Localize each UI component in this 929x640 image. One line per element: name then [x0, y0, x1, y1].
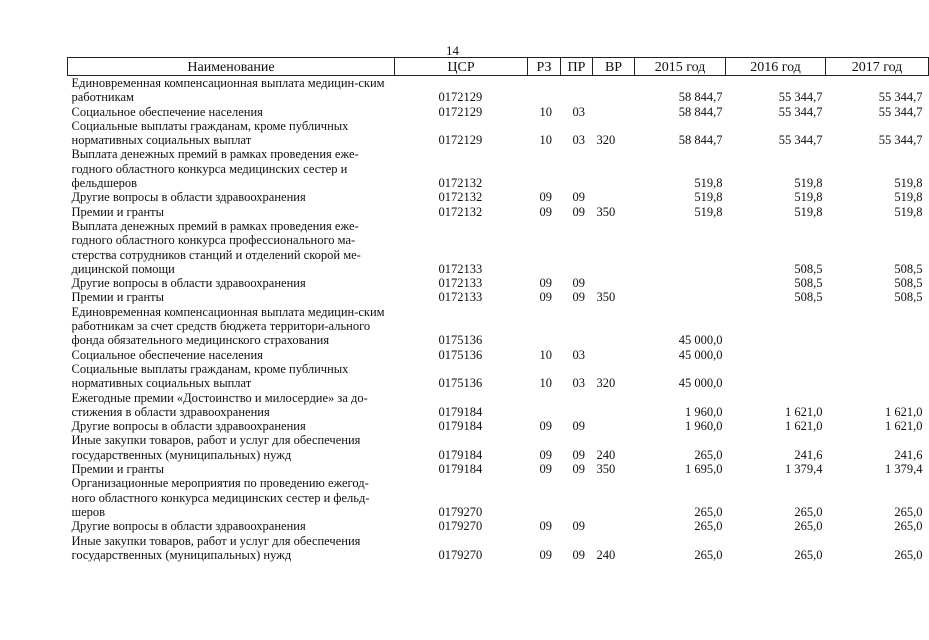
row-name: Другие вопросы в области здравоохранения	[71, 519, 306, 534]
row-csr: 0179184	[438, 447, 483, 462]
row-2017: 1 379,4	[885, 462, 923, 477]
row-rz: 10	[539, 104, 552, 119]
row-rz: 09	[539, 419, 552, 434]
header-csr: ЦСР	[395, 58, 528, 76]
table-row	[68, 348, 929, 362]
row-2016: 55 344,7	[778, 90, 823, 105]
row-pr: 09	[572, 419, 585, 434]
row-2016	[726, 348, 826, 362]
row-pr: 09	[572, 462, 585, 477]
row-2015: 265,0	[694, 519, 723, 534]
row-name: Выплата денежных премий в рамках проведения еже-годного областного конкурса медицинских сестер и фельдшеров	[71, 147, 359, 191]
row-vr	[593, 76, 635, 105]
row-2015: 45 000,0	[678, 333, 723, 348]
row-vr: 240	[596, 447, 616, 462]
row-pr: 03	[572, 133, 585, 148]
row-name: Премии и гранты	[71, 462, 165, 477]
row-2017: 55 344,7	[878, 90, 923, 105]
row-2017: 241,6	[894, 447, 923, 462]
row-name: Иные закупки товаров, работ и услуг для обеспечения государственных (муниципальных) нужд	[71, 433, 361, 462]
row-csr: 0172132	[438, 204, 483, 219]
row-pr	[561, 305, 593, 348]
row-2016: 1 379,4	[785, 462, 823, 477]
table-row	[68, 419, 929, 433]
row-rz	[528, 147, 561, 190]
table-row	[68, 519, 929, 533]
row-name: Единовременная компенсационная выплата медицин-ским работникам	[71, 76, 385, 105]
row-name: Премии и гранты	[71, 290, 165, 305]
header-2017: 2017 год	[826, 58, 929, 76]
table-row	[68, 391, 929, 420]
row-rz: 10	[539, 347, 552, 362]
row-csr: 0172129	[438, 104, 483, 119]
header-2015: 2015 год	[635, 58, 726, 76]
table-row	[68, 476, 929, 519]
row-pr: 09	[572, 547, 585, 562]
row-rz: 10	[539, 133, 552, 148]
table-row	[68, 433, 929, 462]
row-2016: 265,0	[794, 504, 823, 519]
row-pr	[561, 391, 593, 420]
row-rz	[528, 305, 561, 348]
table-body	[68, 76, 929, 563]
row-vr	[593, 476, 635, 519]
row-csr: 0179270	[438, 504, 483, 519]
row-2017: 55 344,7	[878, 104, 923, 119]
row-pr: 09	[572, 204, 585, 219]
row-2015: 265,0	[694, 447, 723, 462]
row-csr: 0172129	[438, 90, 483, 105]
row-csr: 0175136	[438, 333, 483, 348]
header-2016: 2016 год	[726, 58, 826, 76]
row-2017: 1 621,0	[885, 404, 923, 419]
row-2017: 265,0	[894, 504, 923, 519]
row-2016	[726, 305, 826, 348]
row-name: Другие вопросы в области здравоохранения	[71, 419, 306, 434]
row-name: Премии и гранты	[71, 204, 165, 219]
row-name: Другие вопросы в области здравоохранения	[71, 276, 306, 291]
row-pr: 09	[572, 447, 585, 462]
row-pr: 09	[572, 519, 585, 534]
header-name: Наименование	[68, 58, 395, 76]
row-2017	[826, 348, 929, 362]
row-pr	[561, 476, 593, 519]
row-2017: 1 621,0	[885, 419, 923, 434]
row-2016: 265,0	[794, 519, 823, 534]
table-header-row	[68, 58, 929, 76]
row-vr	[593, 105, 635, 119]
row-2015: 265,0	[694, 504, 723, 519]
row-2016: 508,5	[794, 290, 823, 305]
row-name: Ежегодные премии «Достоинство и милосердие» за до-стижения в области здравоохранения	[71, 390, 368, 419]
row-2016: 519,8	[794, 176, 823, 191]
row-2016: 1 621,0	[785, 419, 823, 434]
table-row	[68, 290, 929, 304]
row-csr: 0179184	[438, 462, 483, 477]
row-vr	[593, 419, 635, 433]
row-vr	[593, 219, 635, 276]
row-vr	[593, 519, 635, 533]
row-csr: 0172132	[438, 176, 483, 191]
row-rz: 09	[539, 547, 552, 562]
row-csr: 0179270	[438, 519, 483, 534]
row-vr: 350	[596, 204, 616, 219]
row-2016: 519,8	[794, 190, 823, 205]
row-vr	[593, 147, 635, 190]
page-number: 14	[446, 43, 459, 58]
table-row	[68, 305, 929, 348]
row-2016: 508,5	[794, 276, 823, 291]
row-csr: 0172132	[438, 190, 483, 205]
row-vr	[593, 391, 635, 420]
header-rz: РЗ	[528, 58, 561, 76]
row-2017: 508,5	[894, 261, 923, 276]
row-2015: 519,8	[694, 190, 723, 205]
table-row	[68, 462, 929, 476]
row-2015: 519,8	[694, 204, 723, 219]
table-row	[68, 362, 929, 391]
row-vr: 350	[596, 290, 616, 305]
row-vr: 350	[596, 462, 616, 477]
row-rz: 09	[539, 290, 552, 305]
row-pr: 03	[572, 376, 585, 391]
row-name: Иные закупки товаров, работ и услуг для обеспечения государственных (муниципальных) нужд	[71, 533, 361, 562]
row-rz: 09	[539, 447, 552, 462]
row-rz	[528, 476, 561, 519]
row-vr	[593, 305, 635, 348]
row-pr: 09	[572, 190, 585, 205]
row-csr: 0175136	[438, 376, 483, 391]
row-csr: 0172133	[438, 290, 483, 305]
row-2017: 265,0	[894, 519, 923, 534]
row-2015: 519,8	[694, 176, 723, 191]
row-2017	[826, 305, 929, 348]
table-row	[68, 147, 929, 190]
row-2017: 519,8	[894, 204, 923, 219]
row-pr: 09	[572, 276, 585, 291]
row-csr: 0179184	[438, 404, 483, 419]
row-rz: 09	[539, 276, 552, 291]
row-csr: 0175136	[438, 347, 483, 362]
row-rz: 09	[539, 462, 552, 477]
header-vr: ВР	[593, 58, 635, 76]
row-rz: 09	[539, 204, 552, 219]
row-2017: 519,8	[894, 176, 923, 191]
row-pr	[561, 76, 593, 105]
row-2015: 1 960,0	[685, 419, 723, 434]
row-pr	[561, 147, 593, 190]
row-csr: 0179184	[438, 419, 483, 434]
row-name: Единовременная компенсационная выплата медицин-ским работникам за счет средств бюджета территори-ального фонда обязательного медицинского страхования	[71, 304, 385, 348]
row-vr: 240	[596, 547, 616, 562]
row-name: Организационные мероприятия по проведению ежегод-ного областного конкурса медицинских сестер и фельд-шеров	[71, 476, 370, 519]
row-rz	[528, 219, 561, 276]
row-2016: 241,6	[794, 447, 823, 462]
row-2017: 265,0	[894, 547, 923, 562]
row-rz	[528, 391, 561, 420]
row-2016: 55 344,7	[778, 104, 823, 119]
row-2015: 1 695,0	[685, 462, 723, 477]
row-2015: 45 000,0	[678, 347, 723, 362]
row-name: Социальные выплаты гражданам, кроме публичных нормативных социальных выплат	[71, 118, 349, 148]
row-pr: 03	[572, 347, 585, 362]
row-pr: 09	[572, 290, 585, 305]
row-2015	[635, 219, 726, 276]
row-2015: 58 844,7	[678, 104, 723, 119]
row-2015: 45 000,0	[678, 376, 723, 391]
table-row	[68, 119, 929, 148]
row-2017: 508,5	[894, 276, 923, 291]
row-pr	[561, 219, 593, 276]
row-2016: 1 621,0	[785, 404, 823, 419]
row-2015	[635, 290, 726, 304]
row-pr: 03	[572, 104, 585, 119]
row-2015: 58 844,7	[678, 133, 723, 148]
row-csr: 0179270	[438, 547, 483, 562]
row-2017: 508,5	[894, 290, 923, 305]
table-row	[68, 105, 929, 119]
row-2016: 508,5	[794, 261, 823, 276]
budget-table	[67, 57, 929, 562]
row-rz: 09	[539, 190, 552, 205]
row-2015	[635, 276, 726, 290]
row-rz: 09	[539, 519, 552, 534]
row-vr	[593, 276, 635, 290]
row-2015: 58 844,7	[678, 90, 723, 105]
row-csr: 0172133	[438, 261, 483, 276]
row-name: Социальное обеспечение населения	[71, 347, 263, 362]
row-vr	[593, 348, 635, 362]
row-2016: 55 344,7	[778, 133, 823, 148]
row-name: Выплата денежных премий в рамках проведения еже-годного областного конкурса профессионального ма-стерства сотрудников станций и отделений скорой ме-дицинской помощи	[71, 218, 361, 276]
row-2015: 1 960,0	[685, 404, 723, 419]
header-pr: ПР	[561, 58, 593, 76]
row-name: Социальные выплаты гражданам, кроме публичных нормативных социальных выплат	[71, 361, 349, 391]
table-row	[68, 190, 929, 204]
table-row	[68, 76, 929, 105]
row-rz	[528, 76, 561, 105]
row-2015: 265,0	[694, 547, 723, 562]
row-2017	[826, 362, 929, 391]
row-2016	[726, 362, 826, 391]
row-name: Другие вопросы в области здравоохранения	[71, 190, 306, 205]
table-row	[68, 205, 929, 219]
row-2017: 519,8	[894, 190, 923, 205]
row-name: Социальное обеспечение населения	[71, 104, 263, 119]
row-csr: 0172133	[438, 276, 483, 291]
table-row	[68, 534, 929, 563]
row-csr: 0172129	[438, 133, 483, 148]
row-vr: 320	[596, 376, 616, 391]
row-2016: 265,0	[794, 547, 823, 562]
row-vr: 320	[596, 133, 616, 148]
row-2016: 519,8	[794, 204, 823, 219]
row-2017: 55 344,7	[878, 133, 923, 148]
table-row	[68, 219, 929, 276]
row-rz: 10	[539, 376, 552, 391]
table-row	[68, 276, 929, 290]
row-vr	[593, 190, 635, 204]
